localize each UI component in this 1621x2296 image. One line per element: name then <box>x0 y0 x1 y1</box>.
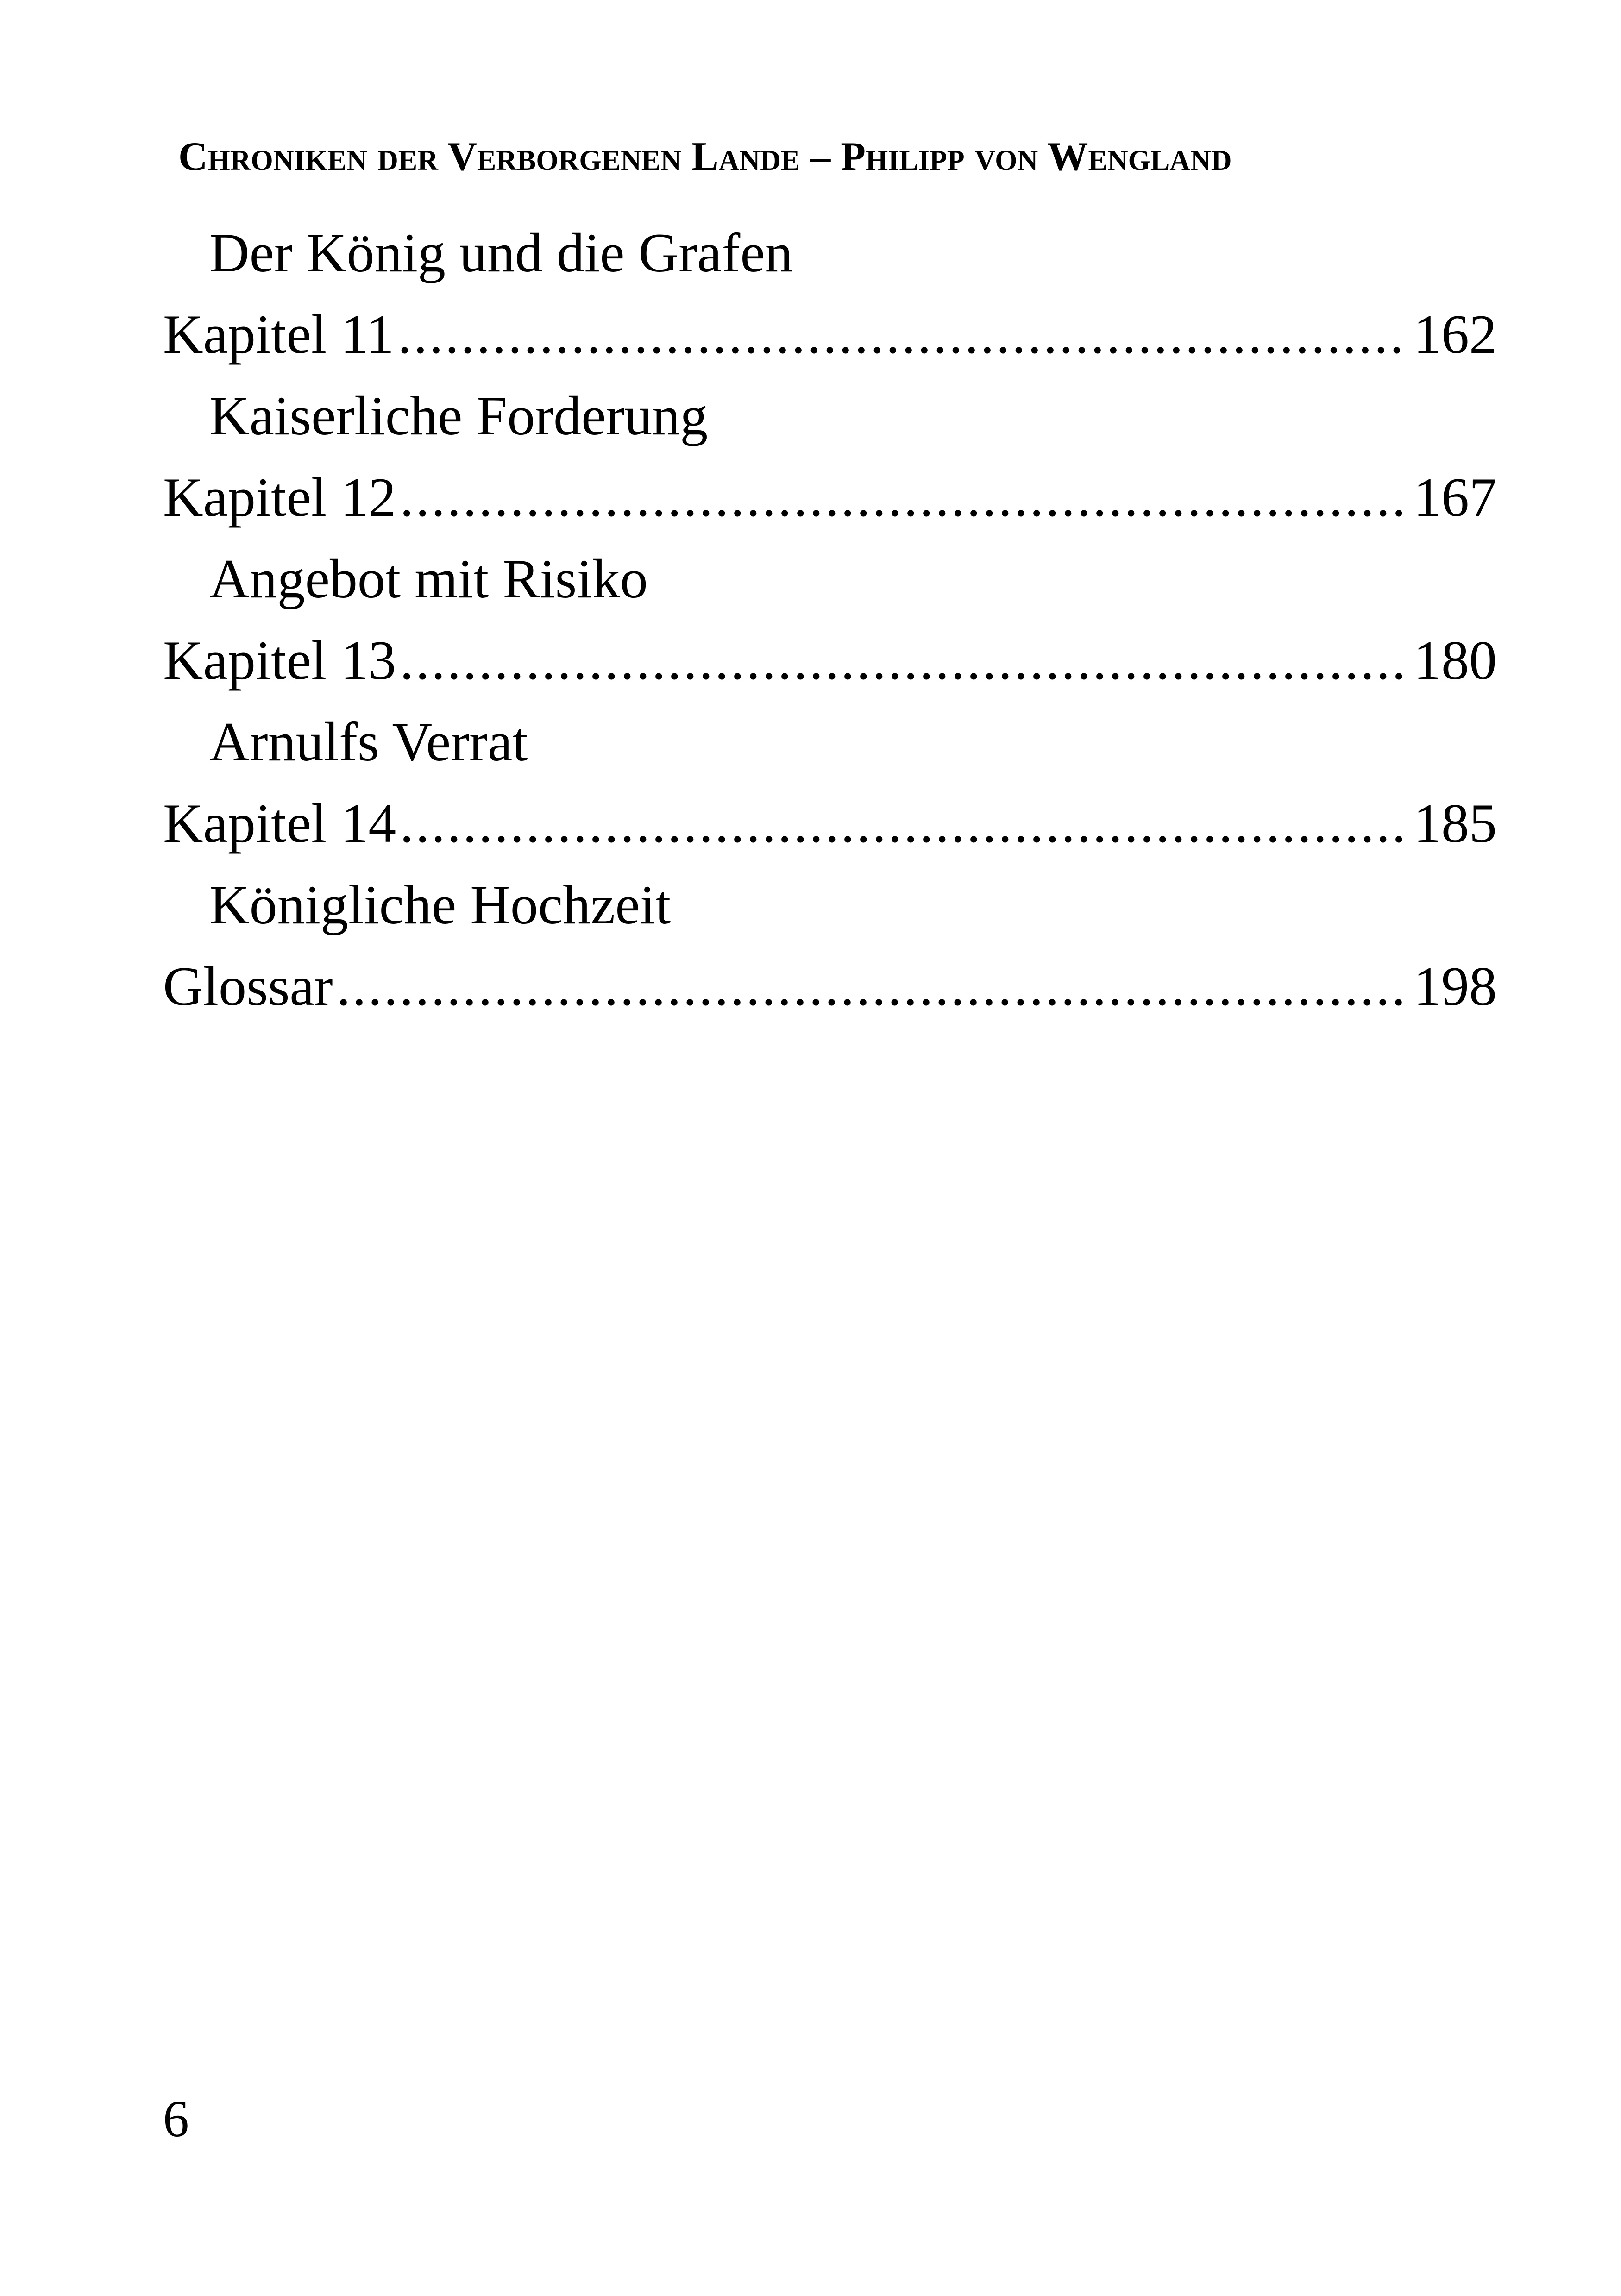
toc-entry-label: Kapitel 12 <box>163 466 396 528</box>
toc-entry-label: Kapitel 11 <box>163 303 394 365</box>
toc-subtitle: Der König und die Grafen <box>209 222 793 283</box>
toc-leader-dots <box>398 294 1409 375</box>
toc-subtitle: Angebot mit Risiko <box>209 548 648 609</box>
page-number: 6 <box>163 2090 189 2148</box>
toc-entry-page: 167 <box>1414 466 1497 528</box>
toc-entry-kapitel-13 <box>163 620 1497 701</box>
toc-leader-dots <box>400 783 1409 864</box>
toc-entry-page: 180 <box>1414 629 1497 691</box>
toc-entry-kapitel-12 <box>163 457 1497 538</box>
toc-entry-page: 185 <box>1414 792 1497 854</box>
table-of-contents <box>163 212 1497 1027</box>
toc-leader-dots <box>400 620 1409 701</box>
toc-subtitle: Arnulfs Verrat <box>209 711 528 772</box>
running-header: Chroniken der Verborgenen Lande – Philipp von Wengland <box>178 134 1232 179</box>
toc-subtitle: Königliche Hochzeit <box>209 874 671 935</box>
toc-entry-glossar <box>163 946 1497 1027</box>
toc-entry-page: 198 <box>1414 955 1497 1017</box>
toc-leader-dots <box>400 457 1409 538</box>
toc-leader-dots <box>337 946 1409 1027</box>
toc-entry-label: Kapitel 14 <box>163 792 396 854</box>
toc-entry-label: Glossar <box>163 955 333 1017</box>
toc-entry-kapitel-14 <box>163 783 1497 864</box>
toc-entry-label: Kapitel 13 <box>163 629 396 691</box>
toc-entry-page: 162 <box>1414 303 1497 365</box>
toc-entry-kapitel-11 <box>163 294 1497 375</box>
toc-subtitle: Kaiserliche Forderung <box>209 385 708 446</box>
